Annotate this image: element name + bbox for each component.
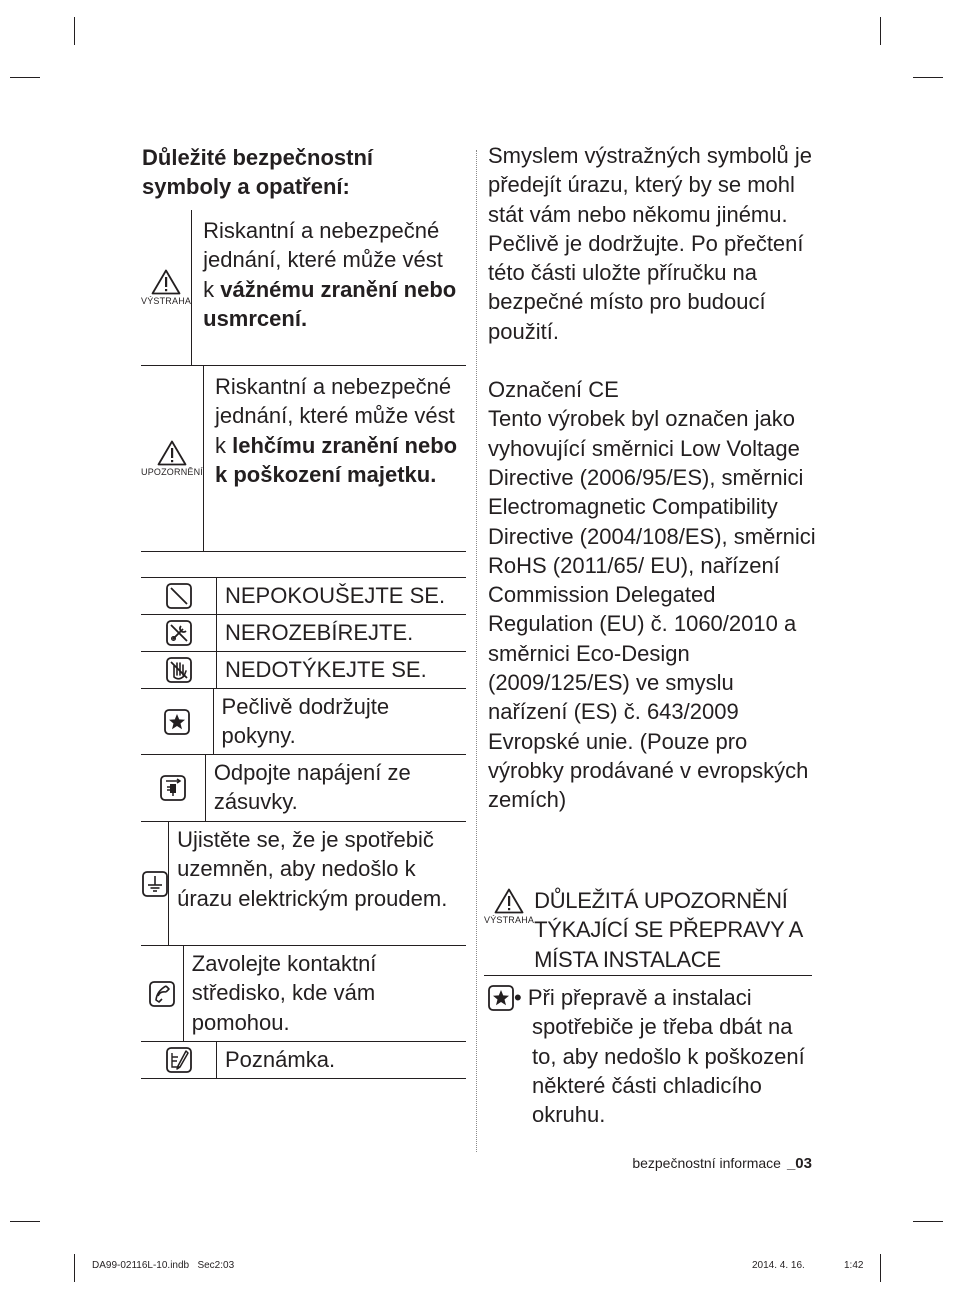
slug-file: DA99-02116L-10.indb Sec2:03 — [92, 1260, 235, 1271]
slug-date: 2014. 4. 16. — [752, 1260, 805, 1271]
warning-text: Riskantní a nebezpečné jednání, které může vést k — [203, 218, 443, 302]
prohibited-icon — [166, 583, 192, 609]
no-touch-icon — [166, 657, 192, 683]
symbol-row — [141, 615, 466, 652]
symbol-text: NEROZEBÍREJTE. — [225, 620, 414, 645]
symbol-text: NEPOKOUŠEJTE SE. — [225, 583, 446, 608]
crop-mark — [10, 1221, 40, 1222]
warning-row — [141, 210, 466, 366]
right-column — [488, 141, 818, 815]
symbol-row — [141, 1042, 466, 1079]
symbol-row — [141, 689, 466, 755]
crop-mark — [74, 17, 75, 45]
caution-text-bold: lehčímu zranění nebo k poškození majetku. — [215, 432, 458, 487]
warning-triangle-icon — [151, 269, 181, 295]
page-number: _03 — [786, 1155, 812, 1172]
symbol-row — [141, 822, 466, 946]
warning-label: VÝSTRAHA — [484, 915, 535, 925]
slug-time: 1:42 — [844, 1260, 864, 1271]
crop-mark — [880, 1254, 881, 1282]
symbol-row — [141, 946, 466, 1042]
symbol-text: Odpojte napájení ze zásuvky. — [213, 760, 411, 815]
crop-mark — [913, 77, 943, 78]
transport-instruction — [488, 983, 818, 1129]
symbol-row — [141, 652, 466, 689]
warning-triangle-icon — [157, 440, 187, 466]
symbol-text: Pečlivě dodržujte pokyny. — [221, 694, 390, 749]
transport-warning-heading — [484, 886, 812, 976]
symbol-text: Poznámka. — [225, 1047, 336, 1072]
section-title: Důležité bezpečnostní symboly a opatření: — [142, 145, 374, 199]
symbol-row — [141, 578, 466, 615]
star-icon — [164, 709, 190, 735]
phone-icon — [149, 981, 175, 1007]
transport-heading-text: DŮLEŽITÁ UPOZORNĚNÍ TÝKAJÍCÍ SE PŘEPRAVY A MÍSTA INSTALACE — [534, 888, 802, 972]
crop-mark — [913, 1221, 943, 1222]
symbol-text: NEDOTÝKEJTE SE. — [225, 657, 427, 682]
caution-description — [204, 366, 466, 551]
ce-heading: Označení CE — [488, 377, 619, 403]
ce-paragraph: Tento výrobek byl označen jako vyhovující směrnici Low Voltage Directive (2006/95/ES), směrnici Electromagnetic Compatibility Directive (2004/108/ES), směrnici RoHS (2011/65/ EU), nařízení Commission Delegated Regulation (EU) č. 1060/2010 a směrnici Eco-Design (2009/125/ES) ve smyslu nařízení (ES) č. 643/2009 Evropské unie. (Pouze pro výrobky prodávané v evropských zemích) — [488, 406, 816, 813]
crop-mark — [10, 77, 40, 78]
caution-label: UPOZORNĚNÍ — [141, 467, 204, 477]
section-name: bezpečnostní informace — [632, 1155, 781, 1171]
ground-icon — [142, 871, 168, 897]
unplug-icon — [160, 775, 186, 801]
intro-paragraph: Smyslem výstražných symbolů je předejít úrazu, který by se mohl stát vám nebo někomu jinému. Pečlivě je dodržujte. Po přečtení této části uložte příručku na bezpečné místo pro budoucí použití. — [488, 143, 812, 344]
warning-description — [192, 210, 466, 365]
warning-triangle-icon — [494, 888, 524, 914]
note-icon — [166, 1047, 192, 1073]
symbol-text: Zavolejte kontaktní středisko, kde vám pomohou. — [191, 951, 377, 1035]
symbol-row — [141, 755, 466, 822]
caution-row — [141, 366, 466, 552]
crop-mark — [74, 1254, 75, 1282]
warning-text-bold: vážnému zranění nebo usmrcení. — [203, 276, 457, 331]
column-divider — [476, 150, 477, 1152]
page-footer — [632, 1155, 812, 1172]
crop-mark — [880, 17, 881, 45]
symbol-text: Ujistěte se, že je spotřebič uzemněn, aby nedošlo k úrazu elektrickým proudem. — [177, 827, 448, 911]
bullet-text: • Při přepravě a instalaci spotřebiče je třeba dbát na to, aby nedošlo k poškození některé části chladicího okruhu. — [514, 985, 805, 1128]
no-disassembly-icon — [166, 620, 192, 646]
safety-symbols-table — [141, 210, 466, 1079]
table-spacer — [141, 552, 466, 578]
star-icon — [488, 985, 514, 1011]
caution-text: Riskantní a nebezpečné jednání, které může vést k — [215, 374, 455, 458]
warning-label: VÝSTRAHA — [141, 296, 192, 306]
